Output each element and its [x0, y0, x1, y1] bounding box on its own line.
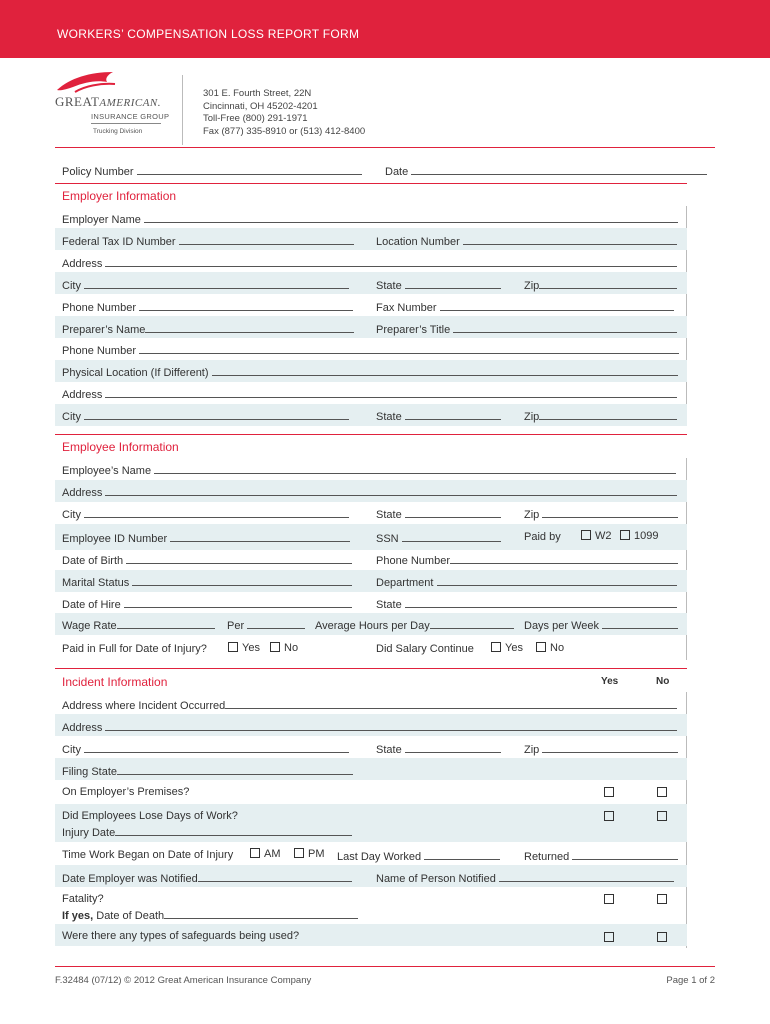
on-premises-yes-checkbox[interactable] [604, 787, 614, 797]
paid-in-full-no-checkbox[interactable]: No [270, 642, 298, 655]
safeguards-no-checkbox[interactable] [657, 932, 667, 942]
employee-id-field[interactable]: Employee ID Number [62, 531, 350, 546]
department-field[interactable]: Department [376, 575, 677, 590]
injury-date-field[interactable]: Injury Date [62, 825, 352, 840]
employer-phone-2-field[interactable]: Phone Number [62, 343, 679, 358]
date-field[interactable]: Date [385, 164, 707, 179]
federal-tax-id-field[interactable]: Federal Tax ID Number [62, 234, 354, 249]
checkbox-icon[interactable] [228, 642, 238, 652]
form-title: WORKERS’ COMPENSATION LOSS REPORT FORM [57, 27, 360, 41]
1099-checkbox[interactable]: 1099 [620, 530, 658, 543]
on-premises-no-checkbox[interactable] [657, 787, 667, 797]
incident-address-occurred-field[interactable]: Address where Incident Occurred [62, 698, 677, 713]
logo-rule [91, 123, 161, 124]
employee-state-field[interactable]: State [376, 507, 501, 522]
header-banner [0, 0, 770, 58]
per-field[interactable]: Per [227, 618, 305, 633]
header-divider [182, 75, 183, 145]
employer-city-2-field[interactable]: City [62, 409, 349, 424]
logo-division: Trucking Division [93, 128, 143, 135]
employer-zip-2-field[interactable]: Zip [524, 409, 677, 424]
employee-state-2-field[interactable]: State [376, 597, 677, 612]
checkbox-icon[interactable] [581, 530, 591, 540]
header-rule [55, 147, 715, 148]
salary-no-checkbox[interactable]: No [536, 642, 564, 655]
logo-insurance-group: INSURANCE GROUP [91, 112, 170, 121]
incident-city-field[interactable]: City [62, 742, 349, 757]
employee-phone-field[interactable]: Phone Number [376, 553, 678, 568]
employer-phone-field[interactable]: Phone Number [62, 300, 353, 315]
lose-days-yes-checkbox[interactable] [604, 811, 614, 821]
wage-rate-field[interactable]: Wage Rate [62, 618, 215, 633]
date-of-death-field[interactable]: If yes, Date of Death [62, 908, 358, 923]
employer-address-2-field[interactable]: Address [62, 387, 677, 402]
checkbox-icon[interactable] [620, 530, 630, 540]
employer-fax-field[interactable]: Fax Number [376, 300, 674, 315]
paid-in-full-yes-checkbox[interactable]: Yes [228, 642, 260, 655]
footer-rule [55, 966, 715, 967]
employer-zip-field[interactable]: Zip [524, 278, 677, 293]
employee-rule [55, 434, 687, 435]
incident-zip-field[interactable]: Zip [524, 742, 678, 757]
employee-zip-field[interactable]: Zip [524, 507, 678, 522]
employees-name-field[interactable]: Employee’s Name [62, 463, 676, 478]
marital-status-field[interactable]: Marital Status [62, 575, 352, 590]
employer-rule [55, 183, 687, 184]
employer-name-field[interactable]: Employer Name [62, 212, 678, 227]
lose-days-label: Did Employees Lose Days of Work? [62, 810, 238, 822]
safeguards-label: Were there any types of safeguards being used? [62, 930, 300, 942]
company-address: 301 E. Fourth Street, 22N Cincinnati, OH 45202-4201 Toll-Free (800) 291-1971 Fax (877) 335-8910 or (513) 412-8400 [203, 88, 366, 137]
employer-section-title: Employer Information [62, 189, 177, 203]
checkbox-icon[interactable] [250, 848, 260, 858]
checkbox-icon[interactable] [270, 642, 280, 652]
form-id: F.32484 (07/12) © 2012 Great American Insurance Company [55, 975, 312, 986]
checkbox-icon[interactable] [536, 642, 546, 652]
salary-continue-label: Did Salary Continue [376, 643, 474, 655]
preparers-name-field[interactable]: Preparer’s Name [62, 322, 354, 337]
avg-hours-field[interactable]: Average Hours per Day [315, 618, 514, 633]
employee-section-title: Employee Information [62, 440, 179, 454]
days-per-week-field[interactable]: Days per Week [524, 618, 678, 633]
paid-in-full-label: Paid in Full for Date of Injury? [62, 643, 207, 655]
returned-field[interactable]: Returned [524, 849, 678, 864]
on-premises-label: On Employer’s Premises? [62, 786, 190, 798]
policy-number-field[interactable]: Policy Number [62, 164, 362, 179]
incident-address-field[interactable]: Address [62, 720, 677, 735]
date-of-birth-field[interactable]: Date of Birth [62, 553, 352, 568]
w2-checkbox[interactable]: W2 [581, 530, 612, 543]
pm-checkbox[interactable]: PM [294, 848, 325, 861]
safeguards-yes-checkbox[interactable] [604, 932, 614, 942]
company-logo [55, 70, 170, 140]
checkbox-icon[interactable] [294, 848, 304, 858]
employee-city-field[interactable]: City [62, 507, 349, 522]
no-column-header: No [656, 676, 670, 687]
fatality-label: Fatality? [62, 893, 104, 905]
ssn-field[interactable]: SSN [376, 531, 501, 546]
date-notified-field[interactable]: Date Employer was Notified [62, 871, 352, 886]
time-work-began-label: Time Work Began on Date of Injury [62, 849, 234, 861]
location-number-field[interactable]: Location Number [376, 234, 677, 249]
date-of-hire-field[interactable]: Date of Hire [62, 597, 352, 612]
last-day-worked-field[interactable]: Last Day Worked [337, 849, 500, 864]
employer-city-field[interactable]: City [62, 278, 349, 293]
fatality-no-checkbox[interactable] [657, 894, 667, 904]
fatality-yes-checkbox[interactable] [604, 894, 614, 904]
filing-state-field[interactable]: Filing State [62, 764, 353, 779]
employer-state-field[interactable]: State [376, 278, 501, 293]
person-notified-field[interactable]: Name of Person Notified [376, 871, 674, 886]
checkbox-icon[interactable] [491, 642, 501, 652]
page-number: Page 1 of 2 [666, 975, 715, 986]
employer-address-field[interactable]: Address [62, 256, 677, 271]
am-checkbox[interactable]: AM [250, 848, 281, 861]
physical-location-field[interactable]: Physical Location (If Different) [62, 365, 678, 380]
preparers-title-field[interactable]: Preparer’s Title [376, 322, 677, 337]
paid-by-label: Paid by [524, 531, 561, 543]
incident-rule [55, 668, 687, 669]
yes-column-header: Yes [601, 676, 619, 687]
logo-wordmark: GREATAMERICAN. [55, 94, 162, 109]
employer-state-2-field[interactable]: State [376, 409, 501, 424]
lose-days-no-checkbox[interactable] [657, 811, 667, 821]
employee-address-field[interactable]: Address [62, 485, 677, 500]
incident-section-title: Incident Information [62, 675, 168, 689]
salary-yes-checkbox[interactable]: Yes [491, 642, 523, 655]
incident-state-field[interactable]: State [376, 742, 501, 757]
